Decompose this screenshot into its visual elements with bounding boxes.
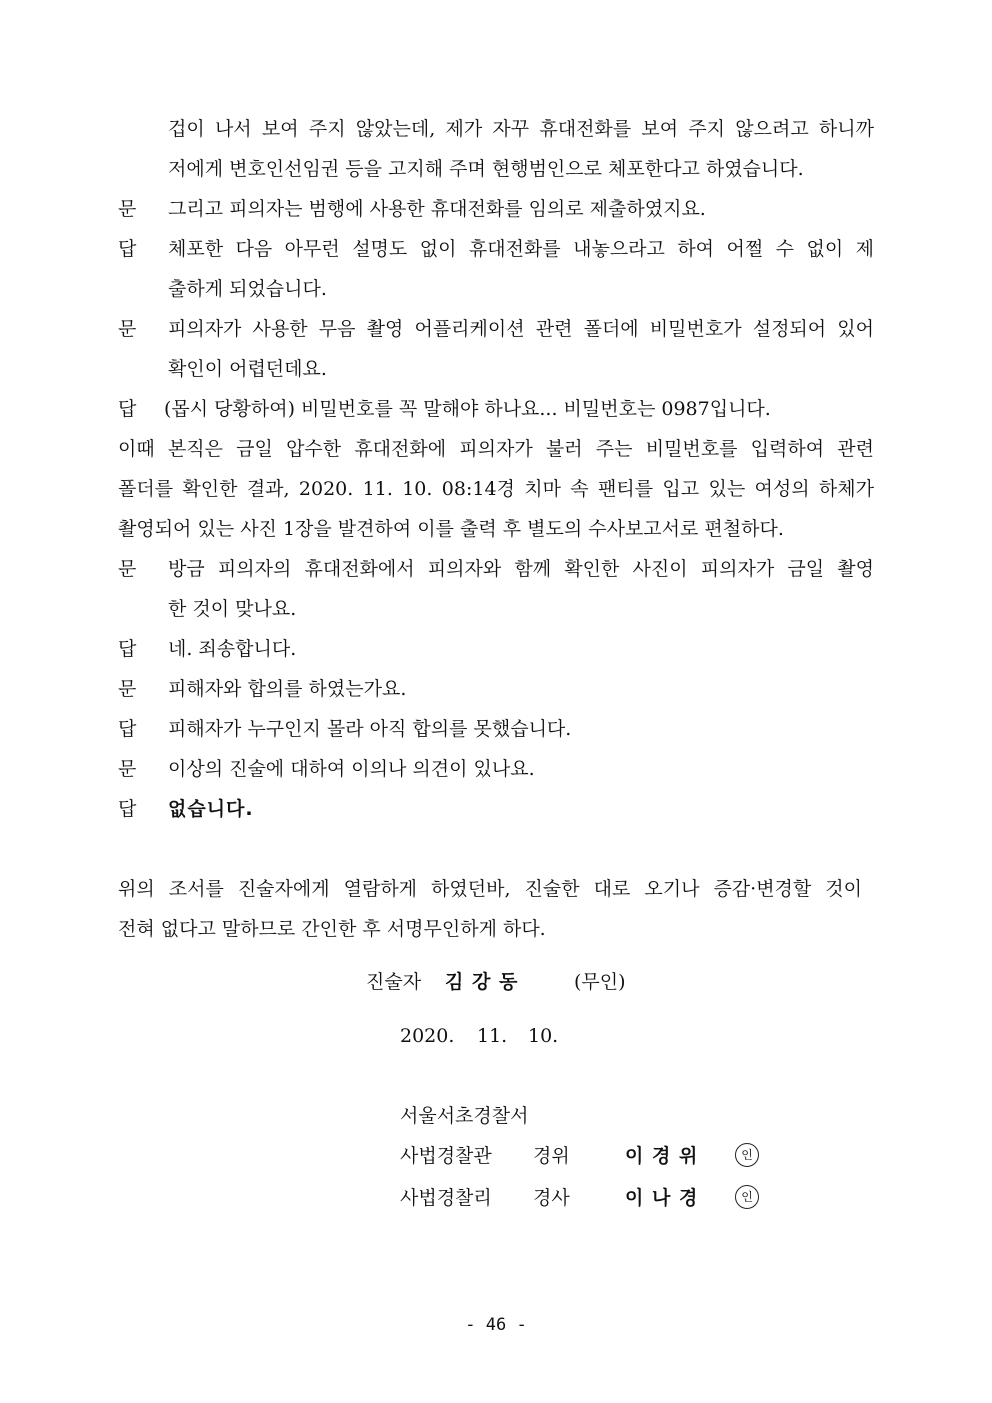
closing-line-1: 위의 조서를 진술자에게 열람하게 하였던바, 진술한 대로 오기나 증감·변경할 것이 (118, 878, 862, 900)
investigator-note-line-3: 촬영되어 있는 사진 1장을 발견하여 이를 출력 후 별도의 수사보고서로 편철하다. (118, 518, 784, 540)
officer-signature: 이 나 경 (625, 1187, 699, 1209)
officer-rank: 경사 (533, 1187, 570, 1209)
answer-label: 답 (118, 798, 137, 820)
police-station: 서울서초경찰서 (400, 1105, 529, 1127)
answer-text: 네. 죄송합니다. (168, 638, 297, 660)
question-label: 문 (118, 318, 137, 340)
question-text-line-2: 한 것이 맞나요. (168, 598, 297, 620)
question-text: 그리고 피의자는 범행에 사용한 휴대전화를 임의로 제출하였지요. (168, 198, 706, 220)
officer-seal (735, 1142, 759, 1167)
declarant-label: 진술자 (366, 971, 422, 993)
question-text-line-2: 확인이 어렵던데요. (168, 358, 327, 380)
closing-line-2: 전혀 없다고 말하므로 간인한 후 서명무인하게 하다. (118, 918, 546, 940)
question-label: 문 (118, 558, 137, 580)
question-text-line-1: 피의자가 사용한 무음 촬영 어플리케이션 관련 폴더에 비밀번호가 설정되어 있어 (168, 318, 874, 340)
question-text-line-1: 방금 피의자의 휴대전화에서 피의자와 함께 확인한 사진이 피의자가 금일 촬영 (168, 558, 874, 580)
answer-text-line-1: 체포한 다음 아무런 설명도 없이 휴대전화를 내놓으라고 하여 어쩔 수 없이 제 (168, 238, 874, 260)
date-year: 2020. (400, 1025, 455, 1047)
seal-icon: 인 (735, 1143, 759, 1167)
investigator-note-line-2: 폴더를 확인한 결과, 2020. 11. 10. 08:14경 치마 속 팬티를 입고 있는 여성의 하체가 (118, 478, 874, 500)
seal-icon: 인 (735, 1185, 759, 1209)
officer-rank: 경위 (533, 1145, 570, 1167)
officer-seal (735, 1184, 759, 1209)
answer-label: 답 (118, 238, 137, 260)
date-month: 11. (477, 1025, 508, 1047)
officer-title: 사법경찰관 (400, 1145, 492, 1167)
page-number: - 46 - (465, 1315, 527, 1335)
officer-signature: 이 경 위 (625, 1145, 699, 1167)
answer-label: 답 (118, 718, 137, 740)
question-label: 문 (118, 758, 137, 780)
answer-label: 답 (118, 638, 137, 660)
answer-handwritten: 없습니다. (168, 798, 254, 820)
answer-text-line-2: 출하게 되었습니다. (168, 278, 327, 300)
question-text: 피해자와 합의를 하였는가요. (168, 678, 407, 700)
officer-title: 사법경찰리 (400, 1187, 492, 1209)
answer-text: (몹시 당황하여) 비밀번호를 꼭 말해야 하나요... 비밀번호는 0987입니다. (164, 398, 771, 420)
answer-label: 답 (118, 398, 137, 420)
question-label: 문 (118, 198, 137, 220)
continuation-line-2: 저에게 변호인선임권 등을 고지해 주며 현행범인으로 체포한다고 하였습니다. (168, 158, 804, 180)
date-day: 10. (528, 1025, 559, 1047)
declarant-fingerprint-mark: (무인) (574, 971, 626, 993)
continuation-line-1: 겁이 나서 보여 주지 않았는데, 제가 자꾸 휴대전화를 보여 주지 않으려고 하니까 (168, 118, 874, 140)
answer-text: 피해자가 누구인지 몰라 아직 합의를 못했습니다. (168, 718, 572, 740)
question-text: 이상의 진술에 대하여 이의나 의견이 있나요. (168, 758, 535, 780)
declarant-signature: 김 강 동 (445, 971, 519, 993)
question-label: 문 (118, 678, 137, 700)
investigator-note-line-1: 이때 본직은 금일 압수한 휴대전화에 피의자가 불러 주는 비밀번호를 입력하여 관련 (118, 438, 874, 460)
